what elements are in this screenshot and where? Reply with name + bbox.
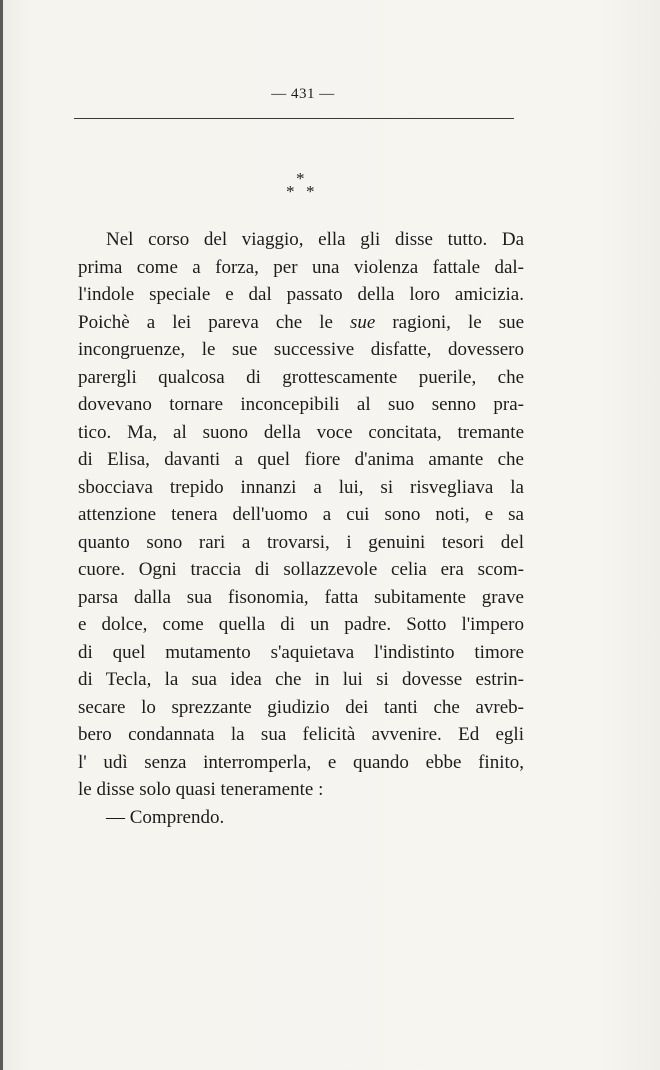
page-edge [0, 0, 3, 1070]
text-line: incongruenze, le sue successive disfatte, dovessero [78, 339, 524, 360]
text-line: quanto sono rari a trovarsi, i genuini tesori del [78, 531, 524, 553]
text-line: cuore. Ogni traccia di sollazzevole celia era scom- [78, 559, 524, 580]
text-line: di Elisa, davanti a quel fiore d'anima amante che [78, 449, 524, 470]
page-number: — 431 — [271, 86, 335, 102]
text-line: l'indole speciale e dal passato della loro amicizia. [78, 284, 524, 305]
text-line: Nel corso del viaggio, ella gli disse tutto. Da [106, 229, 524, 250]
text-line: di quel mutamento s'aquietava l'indistinto timore [78, 641, 524, 663]
text-line: secare lo sprezzante giudizio dei tanti che avreb- [78, 696, 524, 718]
text-segment: Poichè a lei pareva che le [78, 311, 333, 333]
text-line: e dolce, come quella di un padre. Sotto l'impero [78, 614, 524, 635]
text-line: parergli qualcosa di grottescamente puerile, che [78, 366, 524, 388]
text-line: l' udì senza interromperla, e quando ebbe finito, [78, 751, 524, 773]
header-rule [74, 118, 514, 119]
text-segment: ragioni, le sue [392, 311, 525, 333]
text-line: attenzione tenera dell'uomo a cui sono noti, e sa [78, 504, 524, 525]
asterism-star-top: * [296, 169, 305, 188]
asterism-star-left: * [286, 182, 295, 201]
text-line: dovevano tornare inconcepibili al suo senno pra- [78, 394, 524, 415]
text-line: sbocciava trepido innanzi a lui, si risvegliava la [78, 476, 524, 498]
text-line: di Tecla, la sua idea che in lui si dovesse estrin- [78, 669, 524, 690]
text-line: bero condannata la sua felicità avvenire. Ed egli [78, 724, 524, 745]
text-line-with-italic [78, 309, 524, 337]
asterism-star-right: * [306, 182, 315, 201]
text-line: le disse solo quasi teneramente : [78, 779, 324, 800]
text-line: tico. Ma, al suono della voce concitata, tremante [78, 421, 524, 443]
dialogue-line: — Comprendo. [106, 806, 225, 828]
text-line: parsa dalla sua fisonomia, fatta subitamente grave [78, 586, 524, 608]
text-line: prima come a forza, per una violenza fattale dal- [78, 256, 524, 278]
asterism [284, 170, 320, 202]
body-text [78, 226, 524, 831]
italic-word: sue [350, 311, 376, 333]
